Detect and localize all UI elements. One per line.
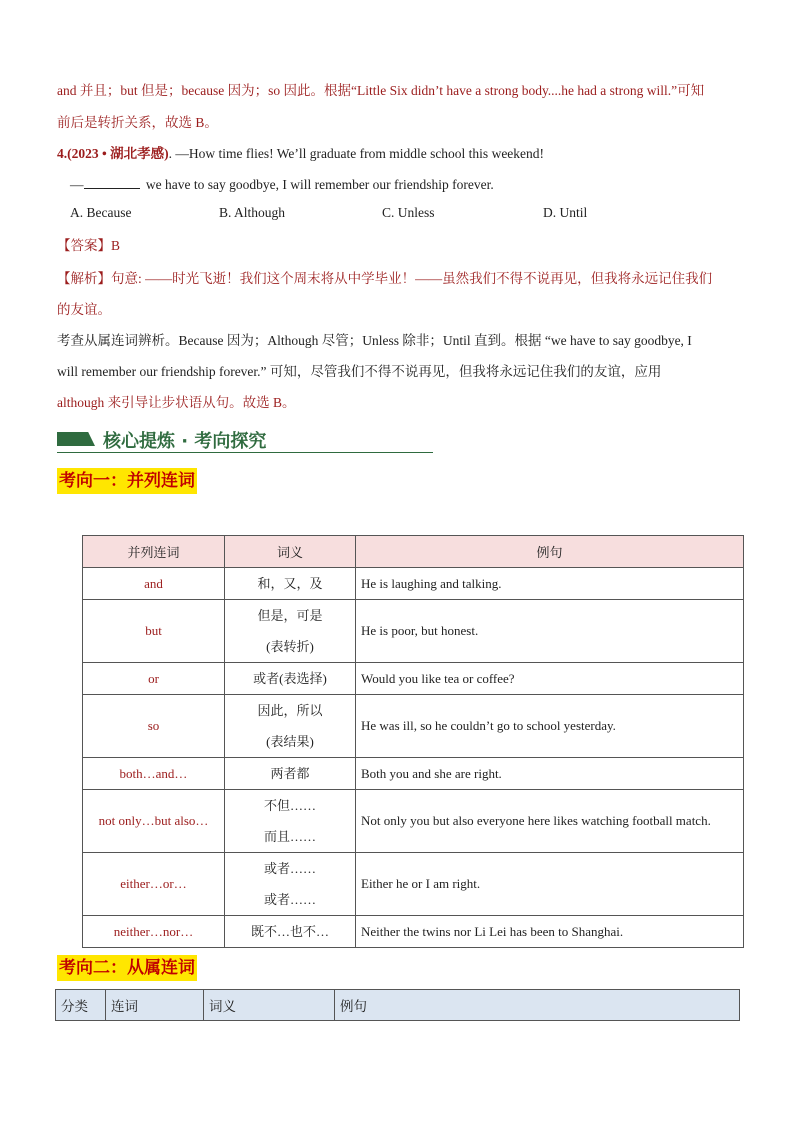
table-header-row — [56, 990, 740, 1021]
table-row — [83, 790, 744, 853]
conjunction: both…and… — [83, 758, 225, 790]
meaning: 不但…… 而且…… — [225, 790, 356, 853]
header-meaning: 词义 — [225, 536, 356, 568]
conjunction: or — [83, 663, 225, 695]
question-line2 — [70, 175, 494, 195]
table-header-row — [83, 536, 744, 568]
meaning: 或者…… 或者…… — [225, 853, 356, 916]
prev-explanation-line1: and 并且；but 但是；because 因为；so 因此。根据“Little Six didn’t have a strong body....he had a strong will.”可知 — [57, 83, 705, 98]
table-row — [83, 758, 744, 790]
example: Not only you but also everyone here likes watching football match. — [356, 790, 744, 853]
example: Either he or I am right. — [356, 853, 744, 916]
example: He was ill, so he couldn’t go to school yesterday. — [356, 695, 744, 758]
dash: — — [70, 177, 84, 192]
analysis-text-1: 句意: ——时光飞逝！我们这个周末将从中学毕业！——虽然我们不得不说再见，但我将永远记住我们 — [111, 271, 713, 286]
banner-bar-icon — [57, 432, 95, 446]
meaning: 和，又，及 — [225, 568, 356, 600]
example: Neither the twins nor Li Lei has been to Shanghai. — [356, 916, 744, 948]
question-stem-2: we have to say goodbye, I will remember our friendship forever. — [142, 177, 494, 192]
table-row — [83, 695, 744, 758]
coordinating-conjunction-table — [82, 535, 744, 948]
conjunction: neither…nor… — [83, 916, 225, 948]
analysis-line1 — [57, 269, 712, 289]
analysis-label: 【解析】 — [57, 271, 111, 286]
topic1-title: 考向一：并列连词 — [57, 468, 197, 494]
conjunction: and — [83, 568, 225, 600]
meaning: 或者(表选择) — [225, 663, 356, 695]
header-category: 分类 — [56, 990, 106, 1021]
table-row — [83, 568, 744, 600]
option-a: A. Because — [70, 205, 132, 220]
meaning: 既不…也不… — [225, 916, 356, 948]
header-conjunction: 连词 — [106, 990, 204, 1021]
option-b: B. Although — [219, 205, 286, 220]
header-word: 并列连词 — [83, 536, 225, 568]
section-banner-title: 核心提炼 · 考向探究 — [103, 431, 267, 452]
analysis-line5: although 来引导让步状语从句。故选 B。 — [57, 395, 296, 410]
table-row — [83, 853, 744, 916]
example: Both you and she are right. — [356, 758, 744, 790]
option-d: D. Until — [543, 205, 588, 220]
question-number-source: 4.(2023 • 湖北孝感) — [57, 146, 169, 161]
example: He is laughing and talking. — [356, 568, 744, 600]
topic2-title: 考向二：从属连词 — [57, 955, 197, 981]
conjunction: so — [83, 695, 225, 758]
meaning: 因此，所以 (表结果) — [225, 695, 356, 758]
example: Would you like tea or coffee? — [356, 663, 744, 695]
conjunction: not only…but also… — [83, 790, 225, 853]
subordinating-conjunction-table — [55, 989, 740, 1021]
conjunction: either…or… — [83, 853, 225, 916]
analysis-line3: 考查从属连词辨析。Because 因为；Although 尽管；Unless 除非；Until 直到。根据 “we have to say goodbye, I — [57, 333, 692, 348]
meaning: 两者都 — [225, 758, 356, 790]
option-c: C. Unless — [382, 205, 435, 220]
answer-line — [57, 236, 120, 256]
table-row — [83, 916, 744, 948]
header-example: 例句 — [356, 536, 744, 568]
analysis-line4: will remember our friendship forever.” 可知，尽管我们不得不说再见，但我将永远记住我们的友谊，应用 — [57, 364, 662, 379]
header-example: 例句 — [335, 990, 740, 1021]
question-stem: . —How time flies! We’ll graduate from middle school this weekend! — [168, 146, 545, 161]
analysis-line2: 的友谊。 — [57, 302, 111, 317]
question-line1 — [57, 144, 544, 164]
table-row — [83, 600, 744, 663]
answer-label: 【答案】 — [57, 238, 111, 253]
example: He is poor, but honest. — [356, 600, 744, 663]
meaning: 但是，可是 (表转折) — [225, 600, 356, 663]
section-banner — [57, 426, 433, 453]
conjunction: but — [83, 600, 225, 663]
prev-explanation-line2: 前后是转折关系，故选 B。 — [57, 115, 218, 130]
table-row — [83, 663, 744, 695]
answer-blank — [84, 176, 140, 189]
answer-value: B — [111, 238, 121, 253]
header-meaning: 词义 — [204, 990, 335, 1021]
